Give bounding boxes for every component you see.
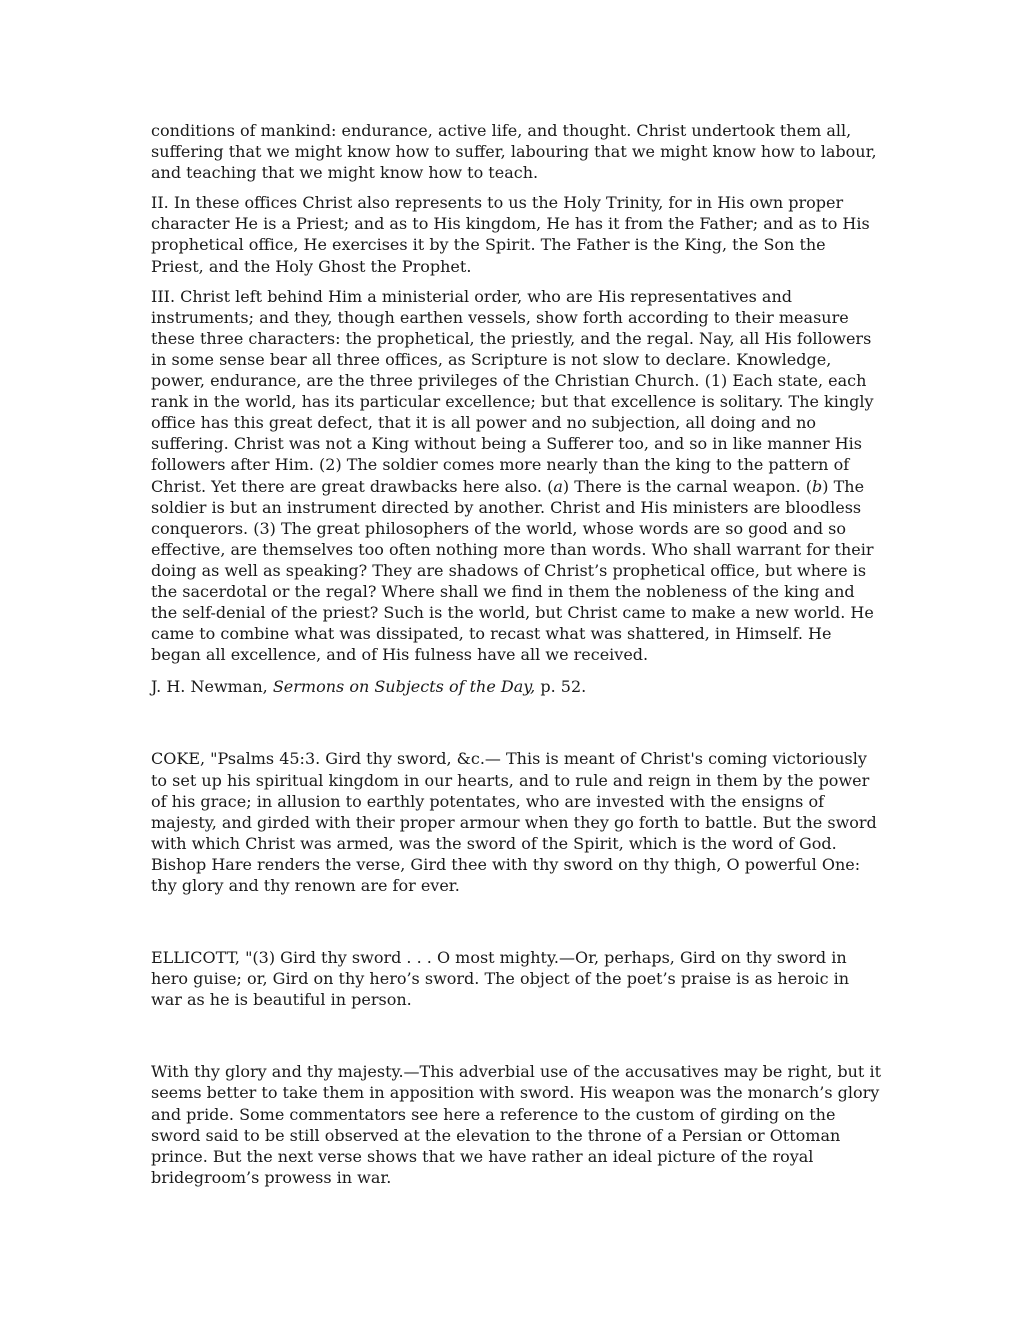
paragraph-conditions: conditions of mankind: endurance, active life, and thought. Christ undertook them all, suffering that we might know how to suffer, labouring that we might know how to labour, and teaching that we might know how to teach. xyxy=(151,121,877,183)
paragraph-holy-trinity: II. In these offices Christ also represents to us the Holy Trinity, for in His own proper character He is a Priest; and as to His kingdom, He has it from the Father; and as to His prophetical office, He exercises it by the Spirit. The Father is the King, the Son the Priest, and the Holy Ghost the Prophet. xyxy=(151,193,870,276)
paragraph-glory-majesty: With thy glory and thy majesty.—This adverbial use of the accusatives may be right, but it seems better to take them in apposition with sword. His weapon was the monarch’s glory and pride. Some commentators see here a reference to the custom of girding on the sword said to be still observed at the elevation to the throne of a Persian or Ottoman prince. But the next verse shows that we have rather an ideal picture of the royal bridegroom’s prowess in war. xyxy=(151,1062,881,1187)
italic-marker-a: a xyxy=(553,476,563,496)
paragraph-ellicott: ELLICOTT, "(3) Gird thy sword . . . O most mighty.—Or, perhaps, Gird on thy sword in hero guise; or, Gird on thy hero’s sword. The object of the poet’s praise is as heroic in war as he is beautiful in person. xyxy=(151,948,850,1010)
paragraph-ministerial-order xyxy=(151,286,881,666)
paragraph-text: ) There is the carnal weapon. ( xyxy=(562,476,813,496)
citation-title: Sermons on Subjects of the Day, xyxy=(272,677,536,697)
italic-marker-b: b xyxy=(812,476,823,496)
paragraph-text: ) The soldier is but an instrument directed by another. Christ and His ministers are bloodless conquerors. (3) The great philosophers of the world, whose words are so good and so effective, are themselves too often nothing more than words. Who shall warrant for their doing as well as speaking? They are shadows of Christ’s prophetical office, but where is the sacerdotal or the regal? Where shall we find in them the nobleness of the king and the self-denial of the priest? Such is the world, but Christ came to make a new world. He came to combine what was dissipated, to recast what was shattered, in Himself. He began all excellence, and of His fulness have all we received. xyxy=(151,476,874,665)
paragraph-text: III. Christ left behind Him a ministerial order, who are His representatives and instruments; and they, though earthen vessels, show forth according to their measure these three characters: the prophetical, the priestly, and the regal. Nay, all His followers in some sense bear all three offices, as Scripture is not slow to declare. Knowledge, power, endurance, are the three privileges of the Christian Church. (1) Each state, each rank in the world, has its particular excellence; but that excellence is solitary. The kingly office has this great defect, that it is all power and no subjection, all doing and no suffering. Christ was not a King without being a Sufferer too, and so in like manner His followers after Him. (2) The soldier comes more nearly than the king to the pattern of Christ. Yet there are great drawbacks here also. ( xyxy=(151,286,874,496)
citation-author: J. H. Newman, xyxy=(151,677,273,697)
paragraph-coke: COKE, "Psalms 45:3. Gird thy sword, &c.— This is meant of Christ's coming victoriously to set up his spiritual kingdom in our hearts, and to rule and reign in them by the power of his grace; in allusion to earthly potentates, who are invested with the ensigns of majesty, and girded with their proper armour when they go forth to battle. But the sword with which Christ was armed, was the sword of the Spirit, which is the word of God. Bishop Hare renders the verse, Gird thee with thy sword on thy thigh, O powerful One: thy glory and thy renown are for ever. xyxy=(151,749,877,895)
citation xyxy=(151,676,881,697)
document-body xyxy=(151,120,881,1188)
citation-page: p. 52. xyxy=(535,677,587,697)
